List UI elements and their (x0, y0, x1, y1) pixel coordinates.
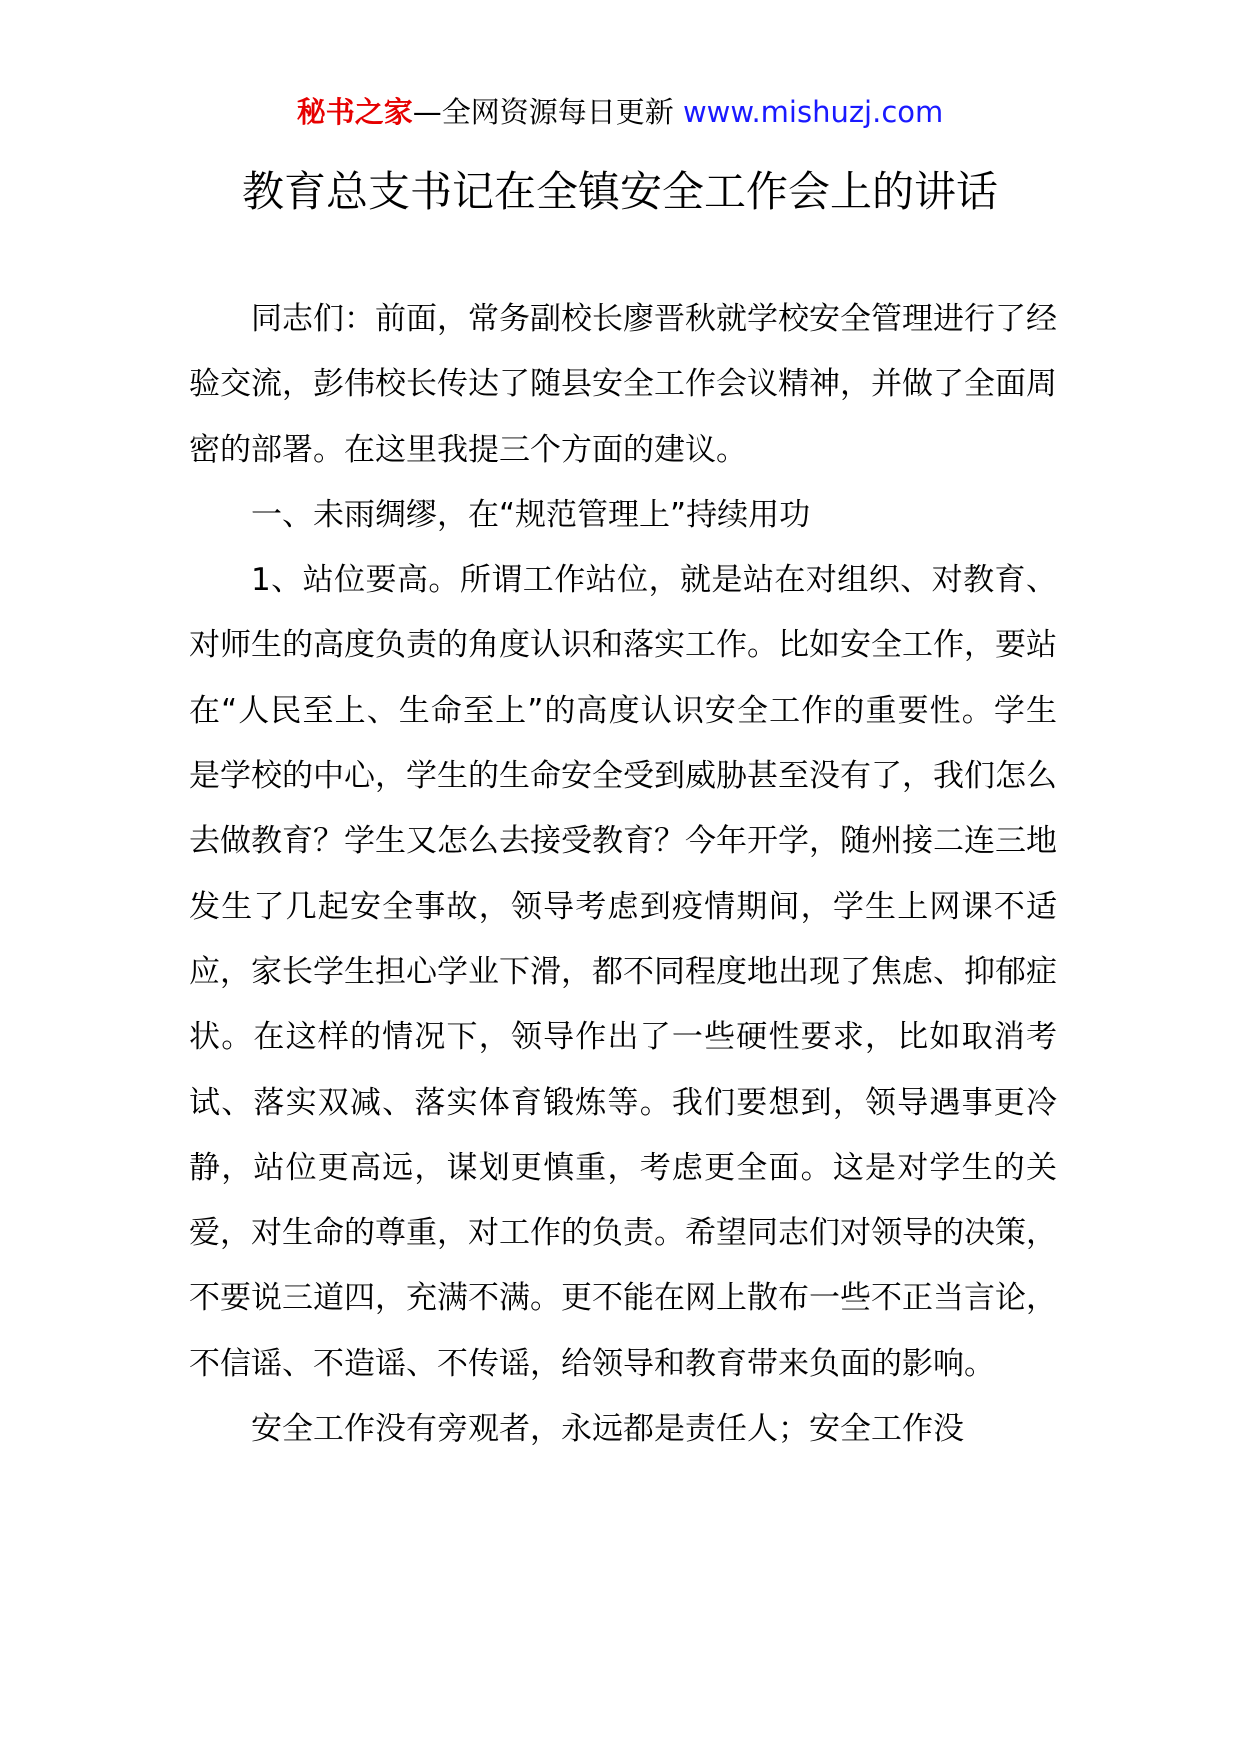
brand-name: 秘书之家 (296, 95, 413, 129)
document-title: 教育总支书记在全镇安全工作会上的讲话 (241, 167, 998, 216)
site-url-link[interactable]: www.mishuzj.com (682, 95, 944, 129)
document-body (189, 287, 1057, 1462)
section-heading-1: 一、未雨绸缪，在“规范管理上”持续用功 (251, 496, 811, 533)
header-slogan: —全网资源每日更新 (412, 95, 683, 129)
paragraph-intro: 同志们：前面，常务副校长廖晋秋就学校安全管理进行了经验交流，彭伟校长传达了随县安全工作会议精神，并做了全面周密的部署。在这里我提三个方面的建议。 (189, 301, 1057, 468)
site-header (0, 92, 1240, 132)
paragraph-continued: 安全工作没有旁观者，永远都是责任人；安全工作没 (251, 1411, 964, 1448)
paragraph-point-1: 1、站位要高。所谓工作站位，就是站在对组织、对教育、对师生的高度负责的角度认识和落实工作。比如安全工作，要站在“人民至上、生命至上”的高度认识安全工作的重要性。学生是学校的中心，学生的生命安全受到威胁甚至没有了，我们怎么去做教育？学生又怎么去接受教育？今年开学，随州接二连三地发生了几起安全事故，领导考虑到疫情期间，学生上网课不适应，家长学生担心学业下滑，都不同程度地出现了焦虑、抑郁症状。在这样的情况下，领导作出了一些硬性要求，比如取消考试、落实双减、落实体育锻炼等。我们要想到，领导遇事更冷静，站位更高远，谋划更慎重，考虑更全面。这是对学生的关爱，对生命的尊重，对工作的负责。希望同志们对领导的决策，不要说三道四，充满不满。更不能在网上散布一些不正当言论，不信谣、不造谣、不传谣，给领导和教育带来负面的影响。 (189, 562, 1057, 1382)
